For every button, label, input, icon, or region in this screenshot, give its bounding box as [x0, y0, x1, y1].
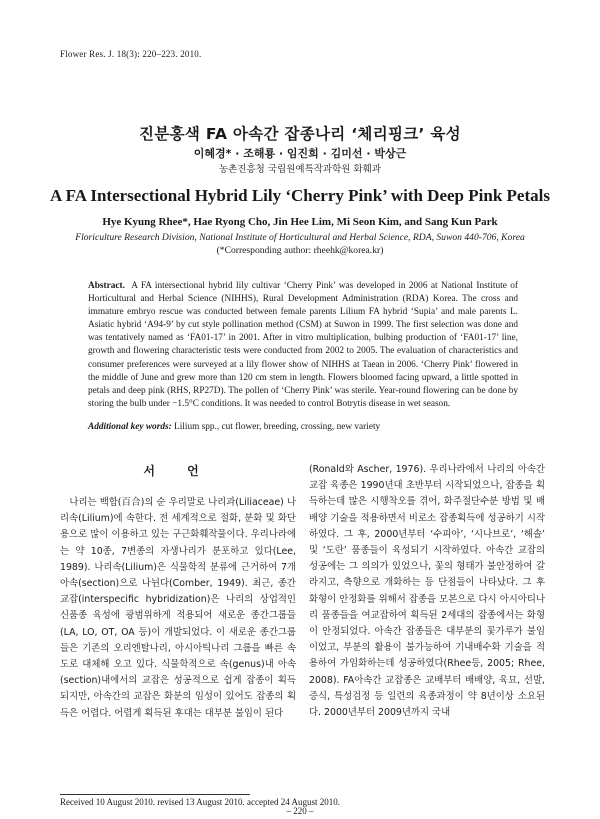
page-number: – 220 –: [286, 806, 314, 816]
body-column-left: [60, 495, 296, 722]
abstract-text: A FA intersectional hybrid lily cultivar ‘Cherry Pink’ was developed in 2006 at National Institute of Horticultural and Herbal Science (NIHHS), Rural Development Administration (RDA) Korea. The cross and immature embryo rescue was conducted between female parents Lilium FA hybrid ‘Supia’ and male parents L. Asiatic hybrid ‘A94-9’ by cut style pollination method (CSM) at Suwon in 1999. The first selection was done and was tentatively named as ‘FA01-17’ in 2001. After in vitro multiplication, bulbing production of ‘FA01-17’ line, growth and flowering characteristic tests were conducted from 2002 to 2005. The evaluation of characteristics and consumer preferences were surveyed at a lily flower show of NIHHS at Taean in 2006. ‘Cherry Pink’ flowered in the middle of June and grew more than 120 cm stem in length. Flowers bloomed facing upward, a little spotted in petals and deep pink (RHS, RP27D). The pollen of ‘Cherry Pink’ was sterile. Year-round flowering can be done by storing the bulb under −1.5°C conditions. It was needed to control Botrytis disease in wet season.: [88, 281, 519, 409]
abstract: [88, 280, 518, 411]
abstract-label: Abstract.: [88, 281, 125, 291]
english-authors: Hye Kyung Rhee*, Hae Ryong Cho, Jin Hee Lim, Mi Seon Kim, and Sang Kun Park: [102, 216, 498, 228]
english-affiliation: Floriculture Research Division, National Institute of Horticultural and Herbal Science, RDA, Suwon 440-706, Korea: [75, 232, 525, 243]
body-paragraph: (Ronald와 Ascher, 1976). 우리나라에서 나리의 아속간 교잡 육종은 1990년대 초반부터 시작되었으나, 잡종을 획득하는데 많은 시행착오를 겪어, 화주절단수분 방법 및 배배양 기술을 적용하면서 비로소 잡종획득에 성공하기 시작하였다. 그 후, 2000년부터 ‘수피아’, ‘시나브로’, ‘해솔’ 및 ‘도란’ 품종들이 육성되기 시작하였다. 아속간 교잡의 성공에는 그 의의가 있었으나, 꽃의 형태가 불안정하여 갈라지고, 측향으로 개화하는 등 단점들이 나타났다. 그 후 화형이 안정화를 위해서 잡종을 모본으로 다시 아시아티나리 품종들을 여교잡하여 획득된 2세대의 잡종에서는 화형이 안정되었다. 아속간 잡종들은 대부분의 꽃가루가 불임이었고, 부분의 활용이 불가능하여 기내배수화 기술을 적용하여 가임화하는데 성공하였다(Rhee등, 2005; Rhee, 2008). FA아속간 교잡종은 교배부터 배배양, 육묘, 선발, 증식, 특성검정 등 일련의 육종과정이 약 8년이상 소요된다. 2000년부터 2009년까지 국내: [309, 464, 545, 719]
korean-authors: 이혜경* · 조해룡 · 임진희 · 김미선 · 박상근: [193, 147, 407, 160]
key-words: [88, 422, 518, 432]
footnote-divider: [60, 794, 250, 795]
corresponding-author: (*Corresponding author: rheehk@korea.kr): [216, 245, 384, 256]
korean-title: 진분홍색 FA 아속간 잡종나리 ‘체리핑크’ 육성: [139, 125, 461, 143]
korean-affiliation: 농촌진흥청 국립원예특작과학원 화훼과: [218, 164, 382, 175]
body-column-right: [309, 462, 545, 721]
received-dates: Received 10 August 2010. revised 13 August 2010. accepted 24 August 2010.: [60, 797, 340, 807]
key-words-label: Additional key words:: [88, 422, 172, 432]
section-heading-introduction: 서 언: [143, 464, 213, 478]
journal-citation: Flower Res. J. 18(3): 220–223. 2010.: [60, 49, 202, 59]
body-paragraph: 나리는 백합(百合)의 순 우리말로 나리과(Liliaceae) 나리속(Lilium)에 속한다. 전 세계적으로 절화, 분화 및 화단용으로 많이 이용하고 있는 구근화훼작물이다. 우리나라에는 약 10종, 7변종의 자생나리가 분포하고 있다(Lee, 1989). 나리속(Lilium)은 식물학적 분류에 근거하여 7개 아속(section)으로 나뉜다(Comber, 1949). 최근, 종간 교잡(interspecific hybridization)은 나리의 상업적인 신품종 육성에 광범위하게 적용되어 새로운 종간그룹들(LA, LO, OT, OA 등)이 개발되었다. 이 새로운 종간그룹들은 기존의 오리엔탈나리, 아시아틱나리 그룹을 빠른 속도로 대체해 오고 있다. 식물학적으로 속(genus)내 아속(section)내에서의 교잡은 성공적으로 쉽게 잡종이 획득되지만, 아속간의 교잡은 화분의 임성이 있어도 잡종의 획득은 어렵다. 어렵게 획득된 후대는 대부분 불임이 된다: [60, 497, 296, 719]
english-title: A FA Intersectional Hybrid Lily ‘Cherry Pink’ with Deep Pink Petals: [50, 186, 550, 205]
key-words-text: Lilium spp., cut flower, breeding, crossing, new variety: [174, 422, 381, 432]
